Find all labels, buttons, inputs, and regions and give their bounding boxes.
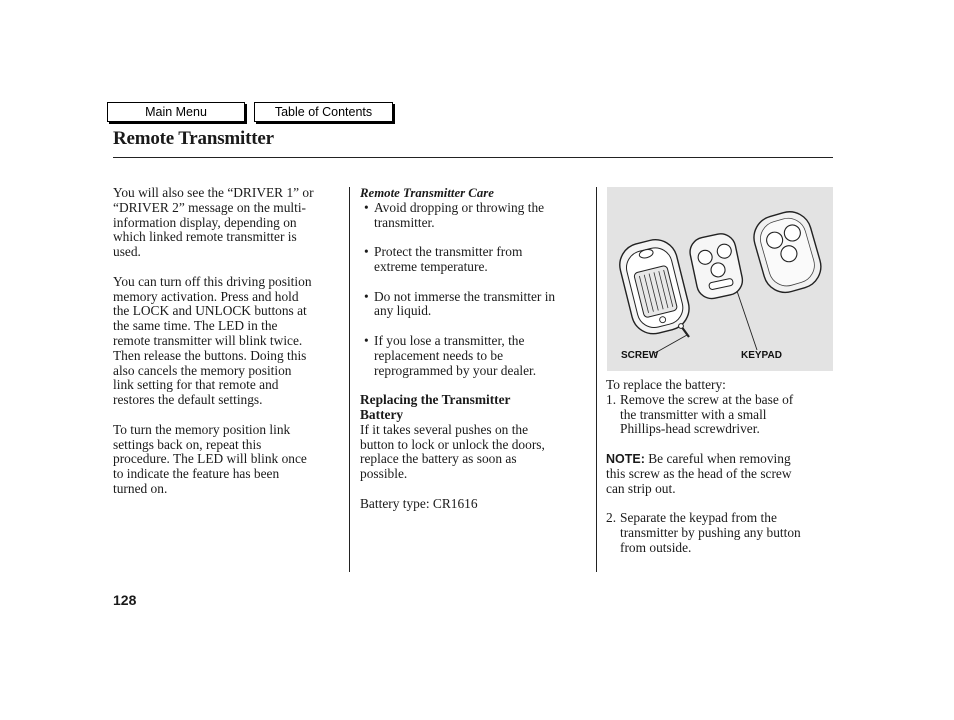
- screw-shape: [679, 324, 689, 337]
- replace-battery-body: If it takes several pushes on the button to lock or unlock the doors, replace the battery as soon as possible.: [360, 421, 545, 482]
- column-2: [360, 186, 590, 512]
- bullet-item: • If you lose a transmitter, the replacement needs to be reprogrammed by your dealer.: [360, 334, 590, 378]
- bullet-item: • Avoid dropping or throwing the transmitter.: [360, 201, 590, 231]
- step-1-number: 1.: [606, 391, 617, 407]
- keypad-label: KEYPAD: [741, 350, 782, 361]
- page-number: 128: [113, 592, 137, 608]
- paragraph-turn-on-memory: To turn the memory position link settings back on, repeat this procedure. The LED will blink once to indicate the feature has been turned on.: [113, 421, 307, 496]
- column-1: [113, 186, 341, 497]
- keypad-leader-line: [737, 291, 757, 350]
- step-2-number: 2.: [606, 510, 617, 526]
- transmitter-base-shape: [615, 235, 694, 338]
- care-heading: Remote Transmitter Care: [360, 186, 494, 200]
- step-2: 2. Separate the keypad from the transmitter by pushing any button from outside.: [606, 510, 801, 555]
- transmitter-drawing: [607, 187, 833, 371]
- bullet-item: • Do not immerse the transmitter in any liquid.: [360, 290, 590, 320]
- table-of-contents-button[interactable]: Table of Contents: [254, 102, 393, 122]
- bullet-item: • Protect the transmitter from extreme temperature.: [360, 245, 590, 275]
- note-label: NOTE:: [606, 451, 645, 466]
- column-divider: [349, 187, 350, 572]
- title-rule: [113, 157, 833, 158]
- column-divider: [596, 187, 597, 572]
- column-3: [606, 378, 834, 556]
- battery-type: Battery type: CR1616: [360, 495, 478, 511]
- paragraph-driver-message: You will also see the “DRIVER 1” or “DRIVER 2” message on the multi- information display, depending on which linked remote transmitter is used.: [113, 185, 314, 260]
- screw-leader-line: [655, 335, 687, 353]
- note: NOTE: Be careful when removing this screw as the head of the screw can strip out.: [606, 450, 792, 496]
- keypad-shape: [687, 231, 745, 301]
- replace-battery-heading: Replacing the Transmitter Battery: [360, 392, 511, 422]
- step-1: 1. Remove the screw at the base of the transmitter with a small Phillips-head screwdriver.: [606, 391, 794, 437]
- replace-intro: To replace the battery:: [606, 377, 726, 392]
- assembled-transmitter-shape: [749, 207, 826, 298]
- paragraph-turn-off-memory: You can turn off this driving position memory activation. Press and hold the LOCK and UNLOCK buttons at the same time. The LED in the remote transmitter will blink twice. Then release the buttons. Doing this also cancels the memory position link setting for that remote and restores the default settings.: [113, 273, 312, 408]
- page-title: Remote Transmitter: [113, 128, 274, 149]
- main-menu-button[interactable]: Main Menu: [107, 102, 245, 122]
- transmitter-illustration: [607, 187, 833, 371]
- screw-label: SCREW: [621, 350, 659, 361]
